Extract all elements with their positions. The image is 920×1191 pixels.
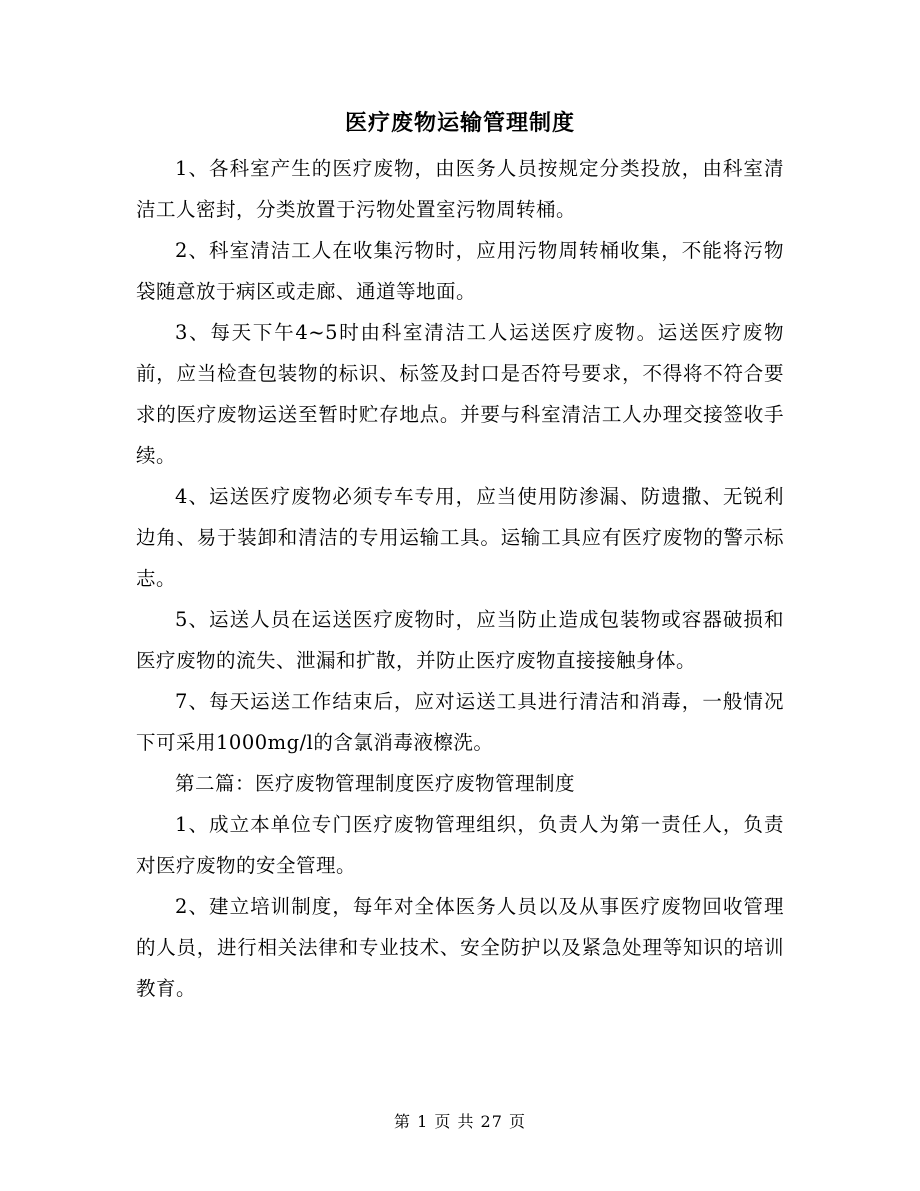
paragraph-7: 7、每天运送工作结束后，应对运送工具进行清洁和消毒，一般情况下可采用1000mg/l的含氯消毒液檫洗。: [136, 690, 784, 754]
paragraph-2: 2、科室清洁工人在收集污物时，应用污物周转桶收集，不能将污物袋随意放于病区或走廊、通道等地面。: [136, 239, 784, 303]
page-number-footer: 第 1 页 共 27 页: [394, 1112, 526, 1131]
document-title: 医疗废物运输管理制度: [344, 110, 575, 136]
section-heading-part-two: 第二篇：医疗废物管理制度医疗废物管理制度: [175, 772, 576, 795]
paragraph-5: 5、运送人员在运送医疗废物时，应当防止造成包装物或容器破损和医疗废物的流失、泄漏和扩散，并防止医疗废物直接接触身体。: [136, 608, 784, 672]
paragraph-part-two-1: 1、成立本单位专门医疗废物管理组织，负责人为第一责任人，负责对医疗废物的安全管理。: [136, 813, 784, 877]
paragraph-part-two-2: 2、建立培训制度，每年对全体医务人员以及从事医疗废物回收管理的人员，进行相关法律和专业技术、安全防护以及紧急处理等知识的培训教育。: [136, 895, 784, 1000]
paragraph-4: 4、运送医疗废物必须专车专用，应当使用防渗漏、防遗撒、无锐利边角、易于装卸和清洁的专用运输工具。运输工具应有医疗废物的警示标志。: [136, 485, 784, 590]
paragraph-1: 1、各科室产生的医疗废物，由医务人员按规定分类投放，由科室清洁工人密封，分类放置于污物处置室污物周转桶。: [136, 157, 784, 221]
document-body: [136, 148, 784, 1009]
paragraph-3: 3、每天下午4~5时由科室清洁工人运送医疗废物。运送医疗废物前，应当检查包装物的标识、标签及封口是否符号要求，不得将不符合要求的医疗废物运送至暂时贮存地点。并要与科室清洁工人办理交接签收手续。: [136, 321, 784, 467]
